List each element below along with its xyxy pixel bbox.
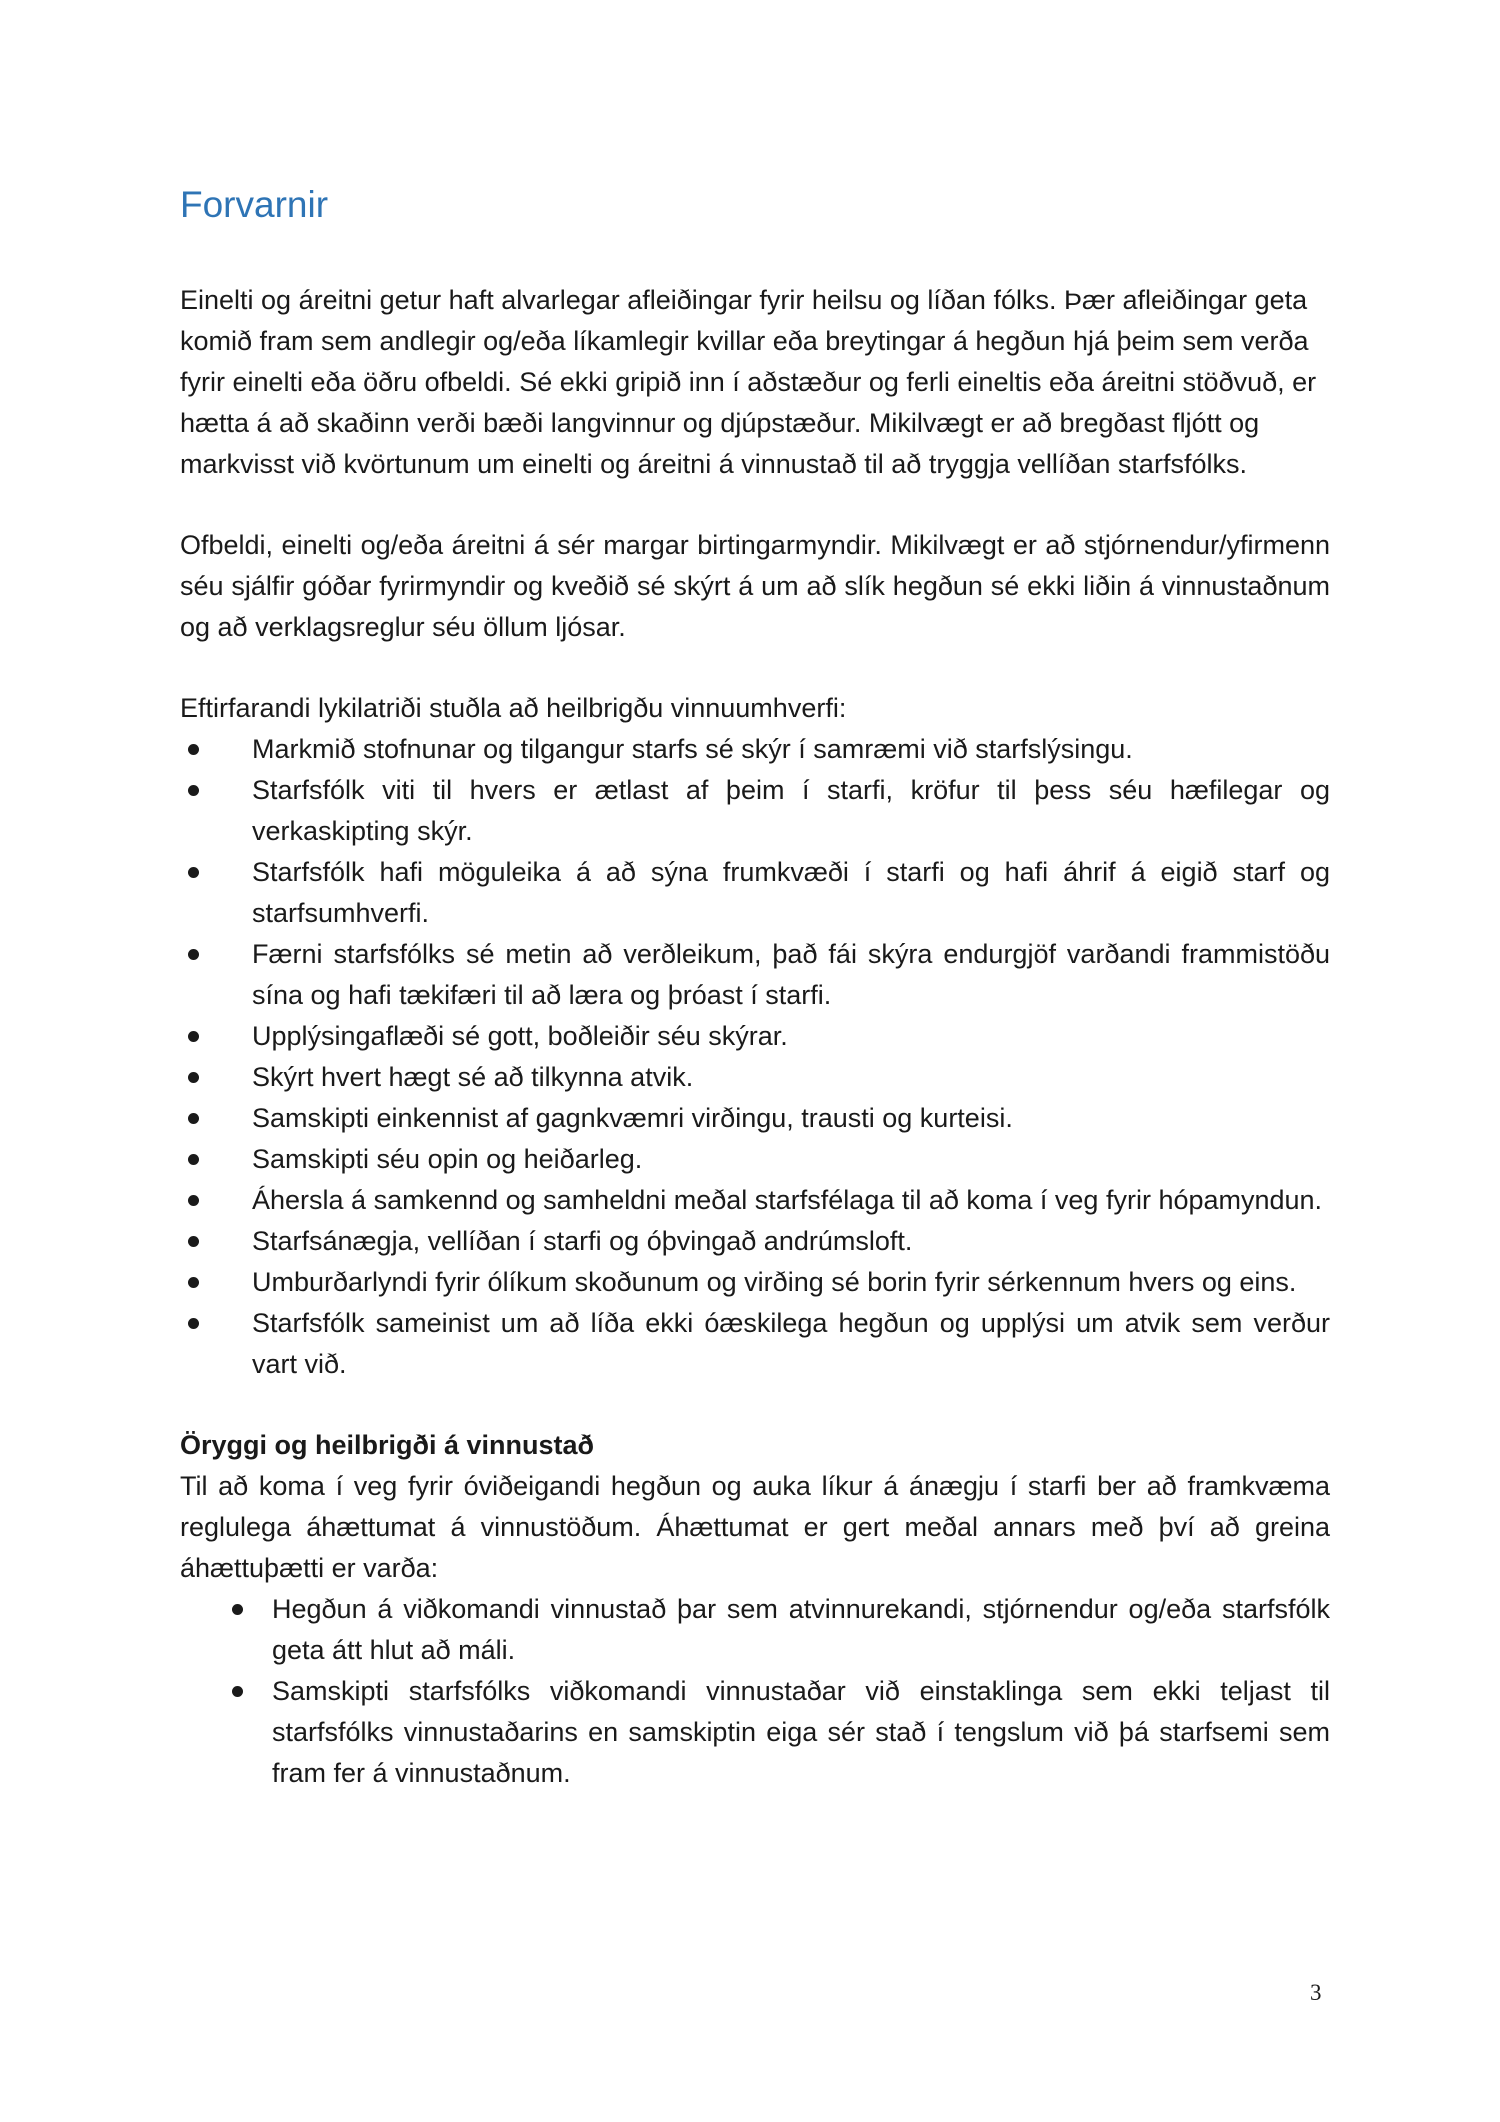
list-item <box>180 1057 1330 1098</box>
list-item-text: Samskipti einkennist af gagnkvæmri virðingu, trausti og kurteisi. <box>252 1103 1013 1133</box>
list-item-text: Upplýsingaflæði sé gott, boðleiðir séu skýrar. <box>252 1021 788 1051</box>
list-item <box>180 1221 1330 1262</box>
list-item <box>180 1589 1330 1671</box>
list-item-text: Markmið stofnunar og tilgangur starfs sé skýr í samræmi við starfslýsingu. <box>252 734 1133 764</box>
list-item <box>180 934 1330 1016</box>
bullet-icon <box>232 1604 243 1615</box>
bullet-icon <box>188 1195 199 1206</box>
list-item-text: Áhersla á samkennd og samheldni meðal starfsfélaga til að koma í veg fyrir hópamyndun. <box>252 1185 1323 1215</box>
list-item <box>180 770 1330 852</box>
document-page <box>180 180 1330 1834</box>
bullet-icon <box>188 1154 199 1165</box>
list-item-text: Samskipti séu opin og heiðarleg. <box>252 1144 643 1174</box>
list-item <box>180 1016 1330 1057</box>
bullet-icon <box>188 1277 199 1288</box>
list-intro: Eftirfarandi lykilatriði stuðla að heilbrigðu vinnuumhverfi: <box>180 693 847 723</box>
list-item-text: Umburðarlyndi fyrir ólíkum skoðunum og virðing sé borin fyrir sérkennum hvers og eins. <box>252 1267 1297 1297</box>
list-item <box>180 1098 1330 1139</box>
list-item <box>180 1671 1330 1794</box>
key-points-list <box>180 729 1330 1385</box>
page-title: Forvarnir <box>180 184 329 225</box>
list-item-text: Færni starfsfólks sé metin að verðleikum, það fái skýra endurgjöf varðandi frammistöðu sína og hafi tækifæri til að læra og þróast í starfi. <box>252 939 1330 1010</box>
list-item <box>180 729 1330 770</box>
list-item-text: Hegðun á viðkomandi vinnustað þar sem atvinnurekandi, stjórnendur og/eða starfsfólk geta átt hlut að máli. <box>272 1594 1330 1665</box>
section-intro: Til að koma í veg fyrir óviðeigandi hegðun og auka líkur á ánægju í starfi ber að framkvæma reglulega áhættumat á vinnustöðum. Áhættumat er gert meðal annars með því að greina áhættuþætti er varða: <box>180 1471 1330 1583</box>
bullet-icon <box>188 1236 199 1247</box>
bullet-icon <box>188 867 199 878</box>
bullet-icon <box>188 949 199 960</box>
paragraph-2: Ofbeldi, einelti og/eða áreitni á sér margar birtingarmyndir. Mikilvægt er að stjórnendur/yfirmenn séu sjálfir góðar fyrirmyndir og kveðið sé skýrt á um að slík hegðun sé ekki liðin á vinnustaðnum og að verklagsreglur séu öllum ljósar. <box>180 530 1330 642</box>
page-number: 3 <box>1310 1980 1322 2005</box>
bullet-icon <box>188 744 199 755</box>
bullet-icon <box>188 1072 199 1083</box>
bullet-icon <box>232 1686 243 1697</box>
section-heading: Öryggi og heilbrigði á vinnustað <box>180 1430 595 1460</box>
list-item <box>180 1180 1330 1221</box>
list-item-text: Starfsfólk hafi möguleika á að sýna frumkvæði í starfi og hafi áhrif á eigið starf og starfsumhverfi. <box>252 857 1330 928</box>
bullet-icon <box>188 1318 199 1329</box>
list-item <box>180 1303 1330 1385</box>
list-item <box>180 852 1330 934</box>
list-item-text: Samskipti starfsfólks viðkomandi vinnustaðar við einstaklinga sem ekki teljast til starfsfólks vinnustaðarins en samskiptin eiga sér stað í tengslum við þá starfsemi sem fram fer á vinnustaðnum. <box>272 1676 1330 1788</box>
bullet-icon <box>188 1113 199 1124</box>
list-item-text: Skýrt hvert hægt sé að tilkynna atvik. <box>252 1062 694 1092</box>
list-item-text: Starfsfólk viti til hvers er ætlast af þeim í starfi, kröfur til þess séu hæfilegar og verkaskipting skýr. <box>252 775 1330 846</box>
bullet-icon <box>188 1031 199 1042</box>
list-item <box>180 1139 1330 1180</box>
list-item-text: Starfsfólk sameinist um að líða ekki óæskilega hegðun og upplýsi um atvik sem verður vart við. <box>252 1308 1330 1379</box>
risk-factors-list <box>180 1589 1330 1794</box>
bullet-icon <box>188 785 199 796</box>
list-item <box>180 1262 1330 1303</box>
paragraph-1: Einelti og áreitni getur haft alvarlegar afleiðingar fyrir heilsu og líðan fólks. Þær afleiðingar geta komið fram sem andlegir og/eða líkamlegir kvillar eða breytingar á hegðun hjá þeim sem verða fyrir einelti eða öðru ofbeldi. Sé ekki gripið inn í aðstæður og ferli eineltis eða áreitni stöðvuð, er hætta á að skaðinn verði bæði langvinnur og djúpstæður. Mikilvægt er að bregðast fljótt og markvisst við kvörtunum um einelti og áreitni á vinnustað til að tryggja vellíðan starfsfólks. <box>180 285 1317 479</box>
list-item-text: Starfsánægja, vellíðan í starfi og óþvingað andrúmsloft. <box>252 1226 913 1256</box>
